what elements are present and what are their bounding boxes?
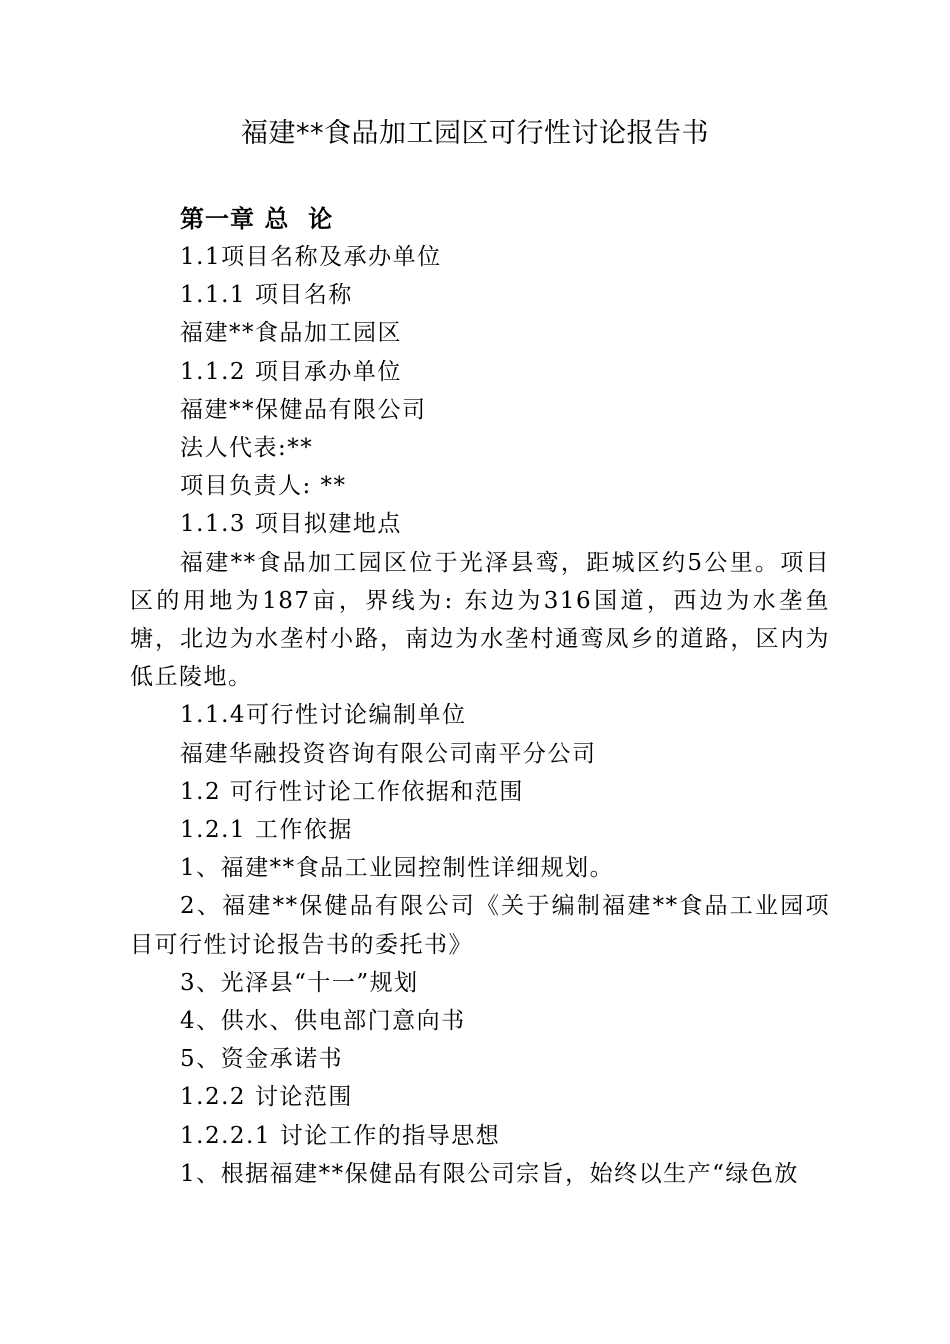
- paragraph: 1.1.4可行性讨论编制单位: [180, 702, 467, 729]
- paragraph: 福建**保健品有限公司: [180, 396, 427, 423]
- document-body: [130, 238, 830, 1193]
- paragraph: 1.1.1 项目名称: [180, 282, 353, 309]
- paragraph: 2、福建**保健品有限公司《关于编制福建**食品工业园项目可行性讨论报告书的委托书》: [130, 893, 830, 958]
- paragraph: 福建华融投资咨询有限公司南平分公司: [180, 740, 597, 767]
- paragraph: 4、供水、供电部门意向书: [180, 1008, 466, 1035]
- paragraph: 3、光泽县“十一”规划: [180, 969, 419, 996]
- paragraph: 1.2.2 讨论范围: [180, 1084, 353, 1111]
- paragraph: 1、福建**食品工业园控制性详细规划。: [180, 855, 615, 882]
- paragraph: 1.2.2.1 讨论工作的指导思想: [180, 1122, 501, 1149]
- paragraph: 1.2 可行性讨论工作依据和范围: [180, 778, 524, 805]
- paragraph: 1.1.2 项目承办单位: [180, 358, 402, 385]
- paragraph: 福建**食品加工园区位于光泽县鸾，距城区约5公里。项目区的用地为187亩，界线为: 东边为316国道，西边为水垄鱼塘，北边为水垄村小路，南边为水垄村通鸾凤乡的道路，区内为低丘陵地。: [130, 549, 830, 691]
- paragraph: 1.2.1 工作依据: [180, 817, 353, 844]
- paragraph: 法人代表:**: [180, 435, 314, 462]
- paragraph: 1.1项目名称及承办单位: [180, 244, 442, 270]
- paragraph: 福建**食品加工园区: [180, 320, 402, 347]
- chapter-heading: 第一章 总 论: [180, 205, 334, 233]
- paragraph: 项目负责人: **: [180, 473, 347, 500]
- paragraph: 1.1.3 项目拟建地点: [180, 511, 402, 538]
- document-title: 福建**食品加工园区可行性讨论报告书: [241, 118, 709, 149]
- paragraph: 1、根据福建**保健品有限公司宗旨，始终以生产“绿色放: [180, 1160, 799, 1187]
- paragraph: 5、资金承诺书: [180, 1046, 344, 1073]
